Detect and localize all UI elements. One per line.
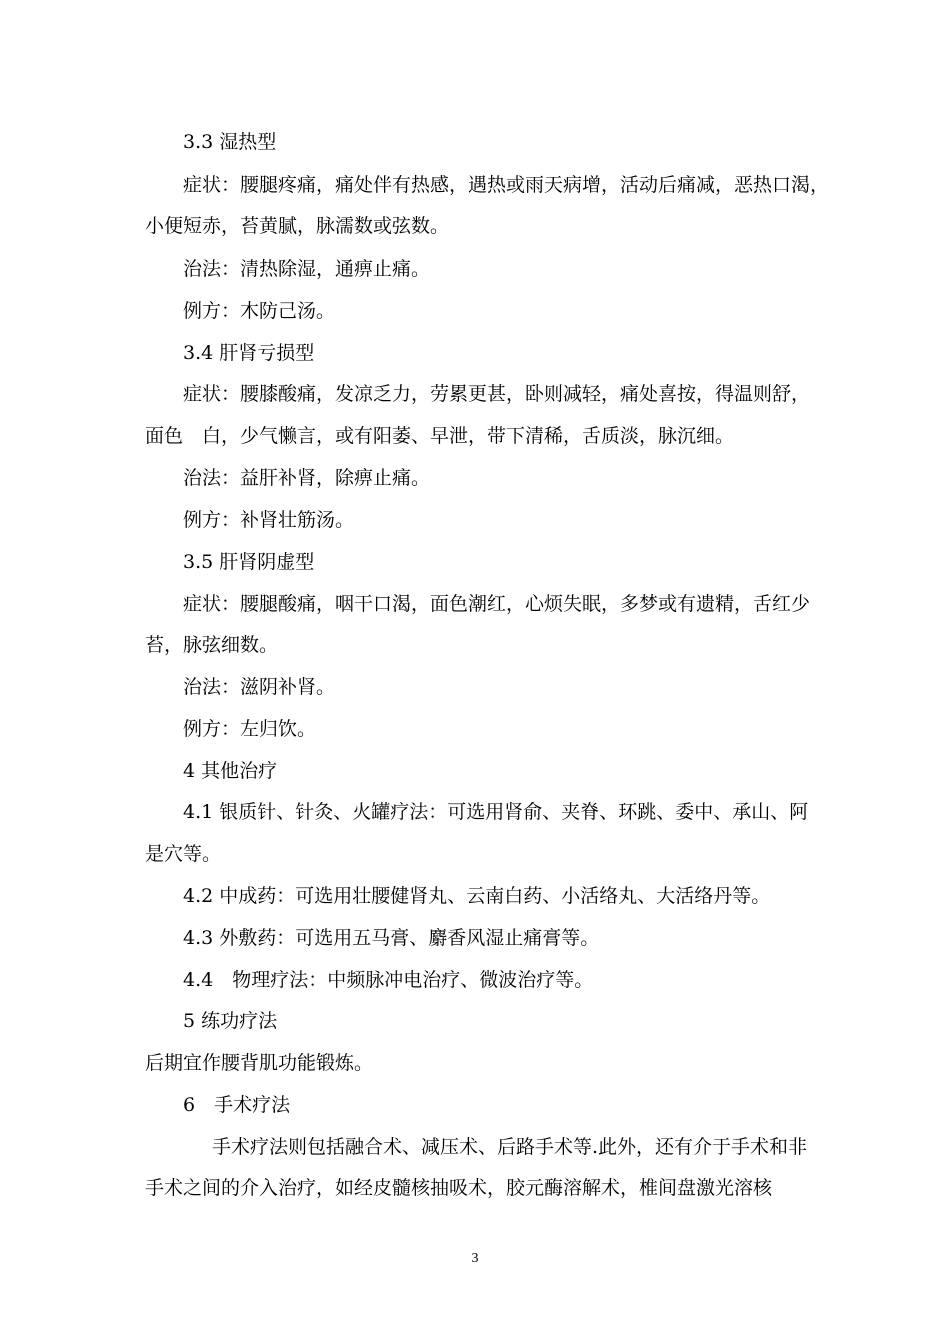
heading-3-5: 3.5 肝肾阴虚型 <box>183 551 315 573</box>
heading-3-4: 3.4 肝肾亏损型 <box>183 342 315 364</box>
item-4-1-b: 是穴等。 <box>145 843 222 865</box>
treatment-line-3-4: 治法：益肝补肾，除痹止痛。 <box>183 467 431 489</box>
treatment-line-3-5: 治法：滋阴补肾。 <box>183 676 336 698</box>
exercise-text: 后期宜作腰背肌功能锻炼。 <box>145 1052 374 1074</box>
prescription-line-3-4: 例方：补肾壮筋汤。 <box>183 509 355 531</box>
symptom-line-3-4-b: 面色 白，少气懒言，或有阳萎、早泄，带下清稀，舌质淡，脉沉细。 <box>145 425 735 447</box>
heading-5: 5 练功疗法 <box>183 1010 278 1032</box>
treatment-line-3-3: 治法：清热除湿，通痹止痛。 <box>183 258 431 280</box>
prescription-line-3-5: 例方：左归饮。 <box>183 718 317 740</box>
symptom-line-3-4-a: 症状：腰膝酸痛，发凉乏力，劳累更甚，卧则减轻，痛处喜按，得温则舒， <box>183 383 811 405</box>
page-number: 3 <box>471 1251 479 1266</box>
heading-3-3: 3.3 湿热型 <box>183 131 277 153</box>
item-4-3: 4.3 外敷药：可选用五马膏、麝香风湿止痛膏等。 <box>183 927 600 949</box>
surgery-line-a: 手术疗法则包括融合术、减压术、后路手术等.此外，还有介于手术和非 <box>212 1136 808 1158</box>
symptom-line-3-5-a: 症状：腰腿酸痛，咽干口渴，面色潮红，心烦失眠，多梦或有遗精，舌红少 <box>183 593 811 615</box>
prescription-line-3-3: 例方：木防己汤。 <box>183 300 336 322</box>
item-4-4: 4.4 物理疗法：中频脉冲电治疗、微波治疗等。 <box>183 969 594 991</box>
symptom-line-3-5-b: 苔，脉弦细数。 <box>145 634 279 656</box>
symptom-line-3-3-a: 症状：腰腿疼痛，痛处伴有热感，遇热或雨天病增，活动后痛减，恶热口渴， <box>183 174 830 196</box>
symptom-line-3-3-b: 小便短赤，苔黄腻，脉濡数或弦数。 <box>145 215 450 237</box>
item-4-1-a: 4.1 银质针、针灸、火罐疗法：可选用肾俞、夹脊、环跳、委中、承山、阿 <box>183 801 809 823</box>
heading-6: 6 手术疗法 <box>183 1094 291 1116</box>
item-4-2: 4.2 中成药：可选用壮腰健肾丸、云南白药、小活络丸、大活络丹等。 <box>183 885 771 907</box>
heading-4: 4 其他治疗 <box>183 760 278 782</box>
surgery-line-b: 手术之间的介入治疗，如经皮髓核抽吸术，胶元酶溶解术，椎间盘激光溶核 <box>145 1177 773 1199</box>
